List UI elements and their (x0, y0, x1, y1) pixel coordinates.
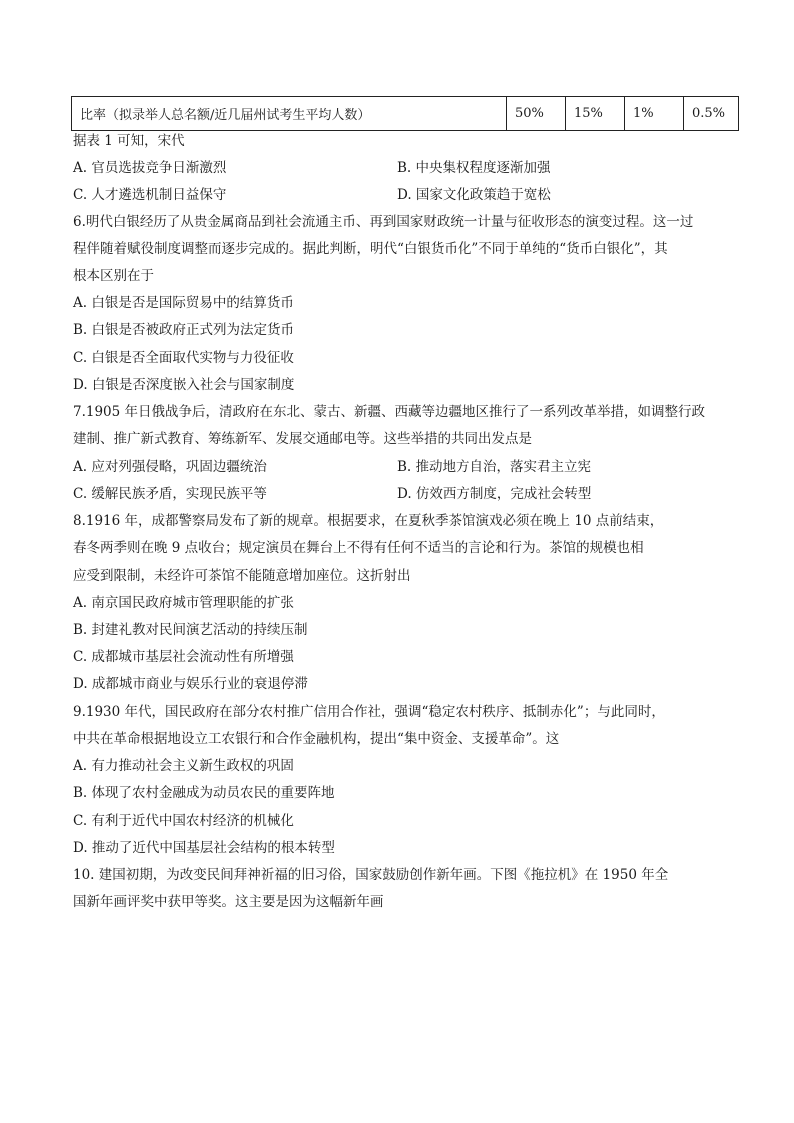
q6-option-d: D. 白银是否深度嵌入社会与国家制度 (73, 377, 295, 393)
q7-stem-line: 建制、推广新式教育、筹练新军、发展交通邮电等。这些举措的共同出发点是 (73, 431, 532, 447)
q6-option-c: C. 白银是否全面取代实物与力役征收 (73, 350, 294, 366)
q9-stem-line: 9.1930 年代，国民政府在部分农村推广信用合作社，强调“稳定农村秩序、抵制赤化”；与此同时， (73, 704, 665, 720)
q9-option-d: D. 推动了近代中国基层社会结构的根本转型 (73, 840, 335, 856)
q7-option-d: D. 仿效西方制度，完成社会转型 (397, 486, 592, 502)
q8-option-a: A. 南京国民政府城市管理职能的扩张 (73, 595, 294, 611)
q10-stem-line: 10. 建国初期，为改变民间拜神祈福的旧习俗，国家鼓励创作新年画。下图《拖拉机》在 1950 年全 (73, 867, 669, 883)
q5-option-c: C. 人才遴选机制日益保守 (73, 187, 227, 203)
q7-option-c: C. 缓解民族矛盾，实现民族平等 (73, 486, 267, 502)
ratio-table (71, 96, 739, 131)
q9-option-c: C. 有利于近代中国农村经济的机械化 (73, 813, 294, 829)
q7-option-b: B. 推动地方自治，落实君主立宪 (397, 459, 592, 475)
q7-option-a: A. 应对列强侵略，巩固边疆统治 (73, 459, 267, 475)
q9-option-a: A. 有力推动社会主义新生政权的巩固 (73, 758, 294, 774)
q7-stem-line: 7.1905 年日俄战争后，清政府在东北、蒙古、新疆、西藏等边疆地区推行了一系列改革举措，如调整行政 (73, 404, 706, 420)
q9-option-b: B. 体现了农村金融成为动员农民的重要阵地 (73, 785, 335, 801)
table-row-label: 比率（拟录举人总名额/近几届州试考生平均人数） (72, 97, 507, 131)
q5-option-a: A. 官员选拔竞争日渐激烈 (73, 160, 227, 176)
q6-option-b: B. 白银是否被政府正式列为法定货币 (73, 322, 295, 338)
q5-option-b: B. 中央集权程度逐渐加强 (397, 160, 551, 176)
q9-stem-line: 中共在革命根据地设立工农银行和合作金融机构，提出“集中资金、支援革命”。这 (73, 731, 560, 747)
q8-stem-line: 8.1916 年，成都警察局发布了新的规章。根据要求，在夏秋季茶馆演戏必须在晚上 10 点前结束， (73, 513, 664, 529)
table-cell: 1% (625, 97, 684, 131)
q8-option-b: B. 封建礼教对民间演艺活动的持续压制 (73, 622, 308, 638)
q8-stem-line: 应受到限制，未经许可茶馆不能随意增加座位。这折射出 (73, 568, 411, 584)
q8-option-c: C. 成都城市基层社会流动性有所增强 (73, 649, 294, 665)
q8-option-d: D. 成都城市商业与娱乐行业的衰退停滞 (73, 676, 308, 692)
q5-stem: 据表 1 可知，宋代 (73, 133, 185, 149)
table-cell: 50% (507, 97, 566, 131)
q8-stem-line: 春冬两季则在晚 9 点收台；规定演员在舞台上不得有任何不适当的言论和行为。茶馆的规模也相 (73, 540, 644, 556)
q5-option-d: D. 国家文化政策趋于宽松 (397, 187, 551, 203)
q6-stem-line: 程伴随着赋役制度调整而逐步完成的。据此判断，明代“白银货币化”不同于单纯的“货币白银化”，其 (73, 241, 668, 257)
q10-stem-line: 国新年画评奖中获甲等奖。这主要是因为这幅新年画 (73, 894, 384, 910)
q6-stem-line: 6.明代白银经历了从贵金属商品到社会流通主币、再到国家财政统一计量与征收形态的演变过程。这一过 (73, 214, 694, 230)
q6-option-a: A. 白银是否是国际贸易中的结算货币 (73, 295, 294, 311)
table-cell: 0.5% (684, 97, 739, 131)
table-cell: 15% (566, 97, 625, 131)
q6-stem-line: 根本区别在于 (73, 268, 154, 284)
table-row (72, 97, 739, 131)
